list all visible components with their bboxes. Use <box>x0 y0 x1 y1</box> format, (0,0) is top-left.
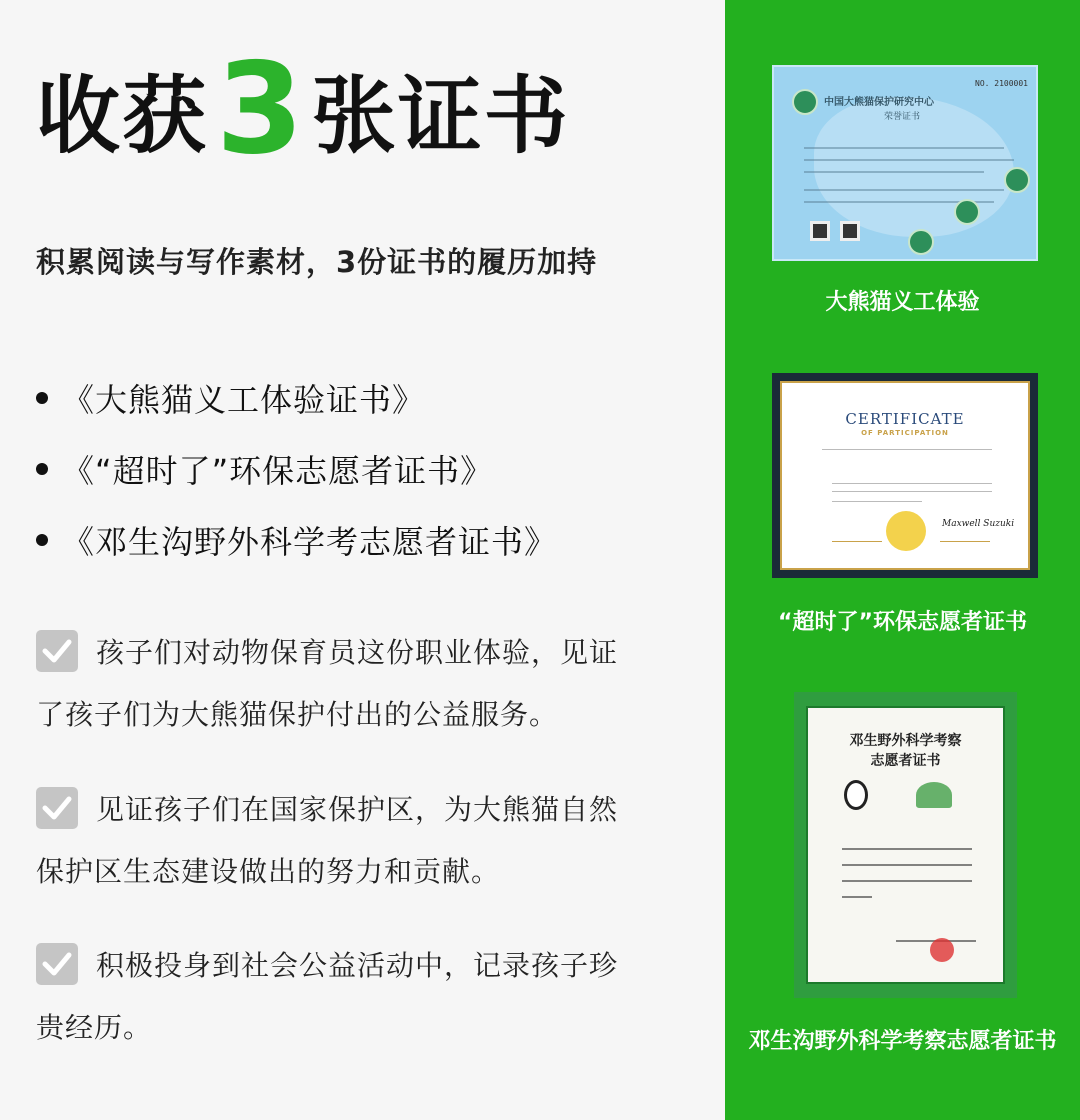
text-line <box>804 171 984 173</box>
text-line <box>842 896 872 898</box>
subtitle: 积累阅读与写作素材，3份证书的履历加持 <box>36 245 598 279</box>
headline-suffix: 张证书 <box>311 66 570 165</box>
headline-prefix: 收获 <box>36 66 209 165</box>
text-line <box>804 189 1004 191</box>
benefit-text-line1: 积极投身到社会公益活动中，记录孩子珍 <box>96 949 619 982</box>
list-item <box>36 433 557 504</box>
benefit-item <box>36 933 666 1057</box>
panda-seal-icon <box>954 199 980 225</box>
text-line <box>822 449 992 450</box>
date-line <box>832 541 882 542</box>
benefit-text-line2: 贵经历。 <box>36 1011 153 1044</box>
text-line <box>804 159 1014 161</box>
text-line <box>842 880 972 882</box>
panda-seal-icon <box>792 89 818 115</box>
certificate-caption: “超时了”环保志愿者证书 <box>778 610 1027 635</box>
stamp-icon <box>886 511 926 551</box>
qr-code-icon <box>840 221 860 241</box>
list-item-text: 《邓生沟野外科学考志愿者证书》 <box>62 522 558 561</box>
benefit-item <box>36 620 666 744</box>
leaf-logo-icon <box>916 782 952 808</box>
list-item <box>36 362 557 433</box>
field-science-certificate-image <box>794 692 1017 998</box>
qr-code-icon <box>810 221 830 241</box>
panda-seal-icon <box>908 229 934 255</box>
text-line <box>842 848 972 850</box>
bullet-dot-icon <box>36 392 48 404</box>
official-seal-icon <box>930 938 954 962</box>
bullet-dot-icon <box>36 463 48 475</box>
panda-logo-icon <box>844 780 868 810</box>
environment-certificate-image <box>772 373 1038 578</box>
panda-certificate-image <box>772 65 1038 261</box>
text-line <box>832 491 992 492</box>
benefit-text-line1: 见证孩子们在国家保护区，为大熊猫自然 <box>96 793 619 826</box>
headline <box>36 35 570 182</box>
headline-number: 3 <box>216 35 304 182</box>
benefit-text-line2: 了孩子们为大熊猫保护付出的公益服务。 <box>36 698 559 731</box>
text-line <box>832 501 922 502</box>
certificate-list <box>36 362 557 575</box>
benefit-text-line1: 孩子们对动物保育员这份职业体验，见证 <box>96 636 619 669</box>
list-item <box>36 504 557 575</box>
signature-line <box>940 541 990 542</box>
certificate-title-line1: 邓生野外科学考察 <box>849 733 962 749</box>
text-line <box>804 147 1004 149</box>
text-line <box>832 483 992 484</box>
certificate-subtitle: OF PARTICIPATION <box>861 429 949 437</box>
certificate-title: CERTIFICATE <box>845 410 965 428</box>
certificate-title-line2: 志愿者证书 <box>870 753 941 769</box>
checkbox-checked-icon <box>36 943 78 985</box>
list-item-text: 《大熊猫义工体验证书》 <box>62 380 426 419</box>
certificate-caption: 大熊猫义工体验 <box>825 290 980 315</box>
benefit-text-line2: 保护区生态建设做出的努力和贡献。 <box>36 855 501 888</box>
list-item-text: 《“超时了”环保志愿者证书》 <box>62 451 494 490</box>
panda-seal-icon <box>1004 167 1030 193</box>
signature: Maxwell Suzuki <box>942 519 1015 529</box>
certificate-title: 中国大熊猫保护研究中心 <box>824 97 934 108</box>
certificate-number: NO. 2100001 <box>975 79 1028 88</box>
checkbox-checked-icon <box>36 787 78 829</box>
bullet-dot-icon <box>36 534 48 546</box>
benefit-item <box>36 777 666 901</box>
checkbox-checked-icon <box>36 630 78 672</box>
text-line <box>842 864 972 866</box>
certificate-caption: 邓生沟野外科学考察志愿者证书 <box>748 1029 1057 1054</box>
certificate-subtitle: 荣誉证书 <box>884 112 921 122</box>
